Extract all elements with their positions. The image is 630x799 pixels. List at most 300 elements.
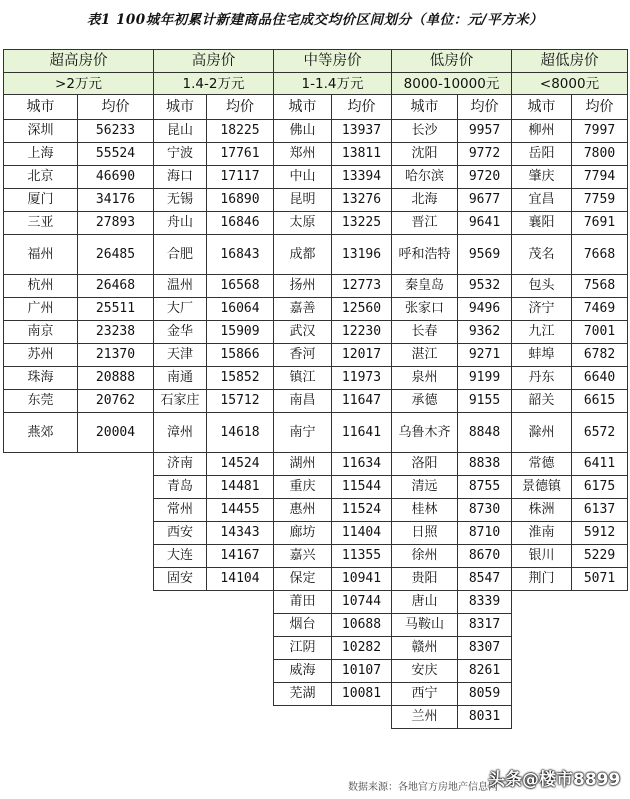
price-cell: 10081 <box>332 683 392 706</box>
city-cell: 成都 <box>274 235 332 275</box>
price-cell: 9957 <box>458 120 512 143</box>
category-name: 低房价 <box>392 50 512 73</box>
column-header-city: 城市 <box>154 95 207 120</box>
table-row <box>4 120 628 143</box>
city-cell: 徐州 <box>392 545 458 568</box>
price-cell: 14104 <box>207 568 274 591</box>
city-cell: 漳州 <box>154 413 207 453</box>
table-row <box>4 235 628 275</box>
empty-cell <box>512 660 572 683</box>
city-cell: 赣州 <box>392 637 458 660</box>
price-cell: 8339 <box>458 591 512 614</box>
city-cell: 哈尔滨 <box>392 166 458 189</box>
price-cell: 23238 <box>78 321 154 344</box>
price-cell: 27893 <box>78 212 154 235</box>
price-cell: 26468 <box>78 275 154 298</box>
price-cell: 8547 <box>458 568 512 591</box>
price-cell: 7691 <box>572 212 628 235</box>
empty-cell <box>207 660 274 683</box>
city-cell: 保定 <box>274 568 332 591</box>
city-cell: 蚌埠 <box>512 344 572 367</box>
price-cell: 9271 <box>458 344 512 367</box>
empty-cell <box>4 683 78 706</box>
price-cell: 15852 <box>207 367 274 390</box>
price-cell: 10744 <box>332 591 392 614</box>
city-cell: 洛阳 <box>392 453 458 476</box>
city-cell: 海口 <box>154 166 207 189</box>
price-cell: 16843 <box>207 235 274 275</box>
city-cell: 嘉善 <box>274 298 332 321</box>
empty-cell <box>207 706 274 729</box>
price-cell: 6640 <box>572 367 628 390</box>
city-cell: 长沙 <box>392 120 458 143</box>
city-cell: 安庆 <box>392 660 458 683</box>
price-cell: 8710 <box>458 522 512 545</box>
empty-cell <box>4 499 78 522</box>
price-cell: 13196 <box>332 235 392 275</box>
city-cell: 常德 <box>512 453 572 476</box>
empty-cell <box>4 660 78 683</box>
category-range: 1-1.4万元 <box>274 73 392 95</box>
price-cell: 7568 <box>572 275 628 298</box>
city-cell: 扬州 <box>274 275 332 298</box>
empty-cell <box>572 637 628 660</box>
table-row <box>4 344 628 367</box>
city-cell: 柳州 <box>512 120 572 143</box>
price-cell: 8670 <box>458 545 512 568</box>
price-cell: 14524 <box>207 453 274 476</box>
header-row-columns <box>4 95 628 120</box>
city-cell: 重庆 <box>274 476 332 499</box>
city-cell: 郑州 <box>274 143 332 166</box>
empty-cell <box>4 637 78 660</box>
table-row <box>4 298 628 321</box>
city-cell: 包头 <box>512 275 572 298</box>
price-cell: 16064 <box>207 298 274 321</box>
table-row <box>4 591 628 614</box>
price-cell: 9720 <box>458 166 512 189</box>
price-cell: 12017 <box>332 344 392 367</box>
column-header-price: 均价 <box>572 95 628 120</box>
price-cell: 11404 <box>332 522 392 545</box>
price-cell: 5229 <box>572 545 628 568</box>
category-name: 中等房价 <box>274 50 392 73</box>
empty-cell <box>332 706 392 729</box>
column-header-city: 城市 <box>392 95 458 120</box>
table-row <box>4 166 628 189</box>
empty-cell <box>572 706 628 729</box>
city-cell: 南通 <box>154 367 207 390</box>
table-row <box>4 212 628 235</box>
city-cell: 滁州 <box>512 413 572 453</box>
empty-cell <box>4 591 78 614</box>
price-cell: 9532 <box>458 275 512 298</box>
city-cell: 镇江 <box>274 367 332 390</box>
city-cell: 福州 <box>4 235 78 275</box>
table-row <box>4 660 628 683</box>
empty-cell <box>274 706 332 729</box>
price-cell: 8317 <box>458 614 512 637</box>
price-cell: 14455 <box>207 499 274 522</box>
empty-cell <box>207 637 274 660</box>
price-cell: 6782 <box>572 344 628 367</box>
empty-cell <box>572 591 628 614</box>
city-cell: 太原 <box>274 212 332 235</box>
price-cell: 9155 <box>458 390 512 413</box>
price-cell: 9199 <box>458 367 512 390</box>
empty-cell <box>207 614 274 637</box>
city-cell: 莆田 <box>274 591 332 614</box>
price-cell: 11355 <box>332 545 392 568</box>
city-cell: 承德 <box>392 390 458 413</box>
city-cell: 南京 <box>4 321 78 344</box>
price-cell: 17117 <box>207 166 274 189</box>
table-title: 表1 100城年初累计新建商品住宅成交均价区间划分（单位：元/平方米） <box>86 12 544 28</box>
empty-cell <box>207 591 274 614</box>
city-cell: 株洲 <box>512 499 572 522</box>
empty-cell <box>154 637 207 660</box>
header-row-category <box>4 50 628 73</box>
city-cell: 淮南 <box>512 522 572 545</box>
price-cell: 12560 <box>332 298 392 321</box>
city-cell: 威海 <box>274 660 332 683</box>
empty-cell <box>4 614 78 637</box>
table-row <box>4 683 628 706</box>
city-cell: 茂名 <box>512 235 572 275</box>
table-row <box>4 545 628 568</box>
city-cell: 佛山 <box>274 120 332 143</box>
price-cell: 8031 <box>458 706 512 729</box>
table-row <box>4 476 628 499</box>
city-cell: 廊坊 <box>274 522 332 545</box>
city-cell: 杭州 <box>4 275 78 298</box>
empty-cell <box>154 660 207 683</box>
price-cell: 11973 <box>332 367 392 390</box>
price-cell: 15866 <box>207 344 274 367</box>
empty-cell <box>78 522 154 545</box>
city-cell: 厦门 <box>4 189 78 212</box>
city-cell: 大厂 <box>154 298 207 321</box>
price-cell: 13937 <box>332 120 392 143</box>
city-cell: 西宁 <box>392 683 458 706</box>
city-cell: 长春 <box>392 321 458 344</box>
price-cell: 9677 <box>458 189 512 212</box>
column-header-city: 城市 <box>512 95 572 120</box>
price-cell: 8730 <box>458 499 512 522</box>
column-header-city: 城市 <box>4 95 78 120</box>
price-cell: 5912 <box>572 522 628 545</box>
table-row <box>4 143 628 166</box>
city-cell: 贵阳 <box>392 568 458 591</box>
city-cell: 沈阳 <box>392 143 458 166</box>
price-cell: 10941 <box>332 568 392 591</box>
category-range: <8000元 <box>512 73 628 95</box>
table-row <box>4 453 628 476</box>
city-cell: 上海 <box>4 143 78 166</box>
empty-cell <box>572 614 628 637</box>
empty-cell <box>4 568 78 591</box>
city-cell: 桂林 <box>392 499 458 522</box>
city-cell: 南昌 <box>274 390 332 413</box>
category-name: 超高房价 <box>4 50 154 73</box>
table-row <box>4 499 628 522</box>
city-cell: 湖州 <box>274 453 332 476</box>
table-row <box>4 413 628 453</box>
price-cell: 14343 <box>207 522 274 545</box>
city-cell: 青岛 <box>154 476 207 499</box>
price-cell: 11641 <box>332 413 392 453</box>
table-row <box>4 275 628 298</box>
city-cell: 燕郊 <box>4 413 78 453</box>
price-cell: 6572 <box>572 413 628 453</box>
city-cell: 襄阳 <box>512 212 572 235</box>
city-cell: 荆门 <box>512 568 572 591</box>
city-cell: 宜昌 <box>512 189 572 212</box>
table-row <box>4 614 628 637</box>
price-cell: 8307 <box>458 637 512 660</box>
city-cell: 银川 <box>512 545 572 568</box>
price-cell: 6411 <box>572 453 628 476</box>
city-cell: 天津 <box>154 344 207 367</box>
column-header-price: 均价 <box>458 95 512 120</box>
price-cell: 16890 <box>207 189 274 212</box>
price-cell: 12230 <box>332 321 392 344</box>
price-cell: 9496 <box>458 298 512 321</box>
price-cell: 9641 <box>458 212 512 235</box>
price-cell: 7001 <box>572 321 628 344</box>
city-cell: 呼和浩特 <box>392 235 458 275</box>
city-cell: 常州 <box>154 499 207 522</box>
table-row <box>4 568 628 591</box>
price-cell: 7759 <box>572 189 628 212</box>
empty-cell <box>512 591 572 614</box>
city-cell: 苏州 <box>4 344 78 367</box>
price-cell: 34176 <box>78 189 154 212</box>
price-table <box>3 49 628 729</box>
table-row <box>4 706 628 729</box>
empty-cell <box>78 545 154 568</box>
city-cell: 泉州 <box>392 367 458 390</box>
empty-cell <box>512 683 572 706</box>
city-cell: 西安 <box>154 522 207 545</box>
price-cell: 7997 <box>572 120 628 143</box>
city-cell: 嘉兴 <box>274 545 332 568</box>
city-cell: 北京 <box>4 166 78 189</box>
empty-cell <box>78 637 154 660</box>
price-cell: 13276 <box>332 189 392 212</box>
city-cell: 岳阳 <box>512 143 572 166</box>
city-cell: 固安 <box>154 568 207 591</box>
empty-cell <box>154 591 207 614</box>
empty-cell <box>154 614 207 637</box>
city-cell: 乌鲁木齐 <box>392 413 458 453</box>
empty-cell <box>78 568 154 591</box>
price-cell: 11524 <box>332 499 392 522</box>
price-cell: 20888 <box>78 367 154 390</box>
empty-cell <box>512 637 572 660</box>
empty-cell <box>154 706 207 729</box>
city-cell: 宁波 <box>154 143 207 166</box>
price-cell: 18225 <box>207 120 274 143</box>
price-cell: 26485 <box>78 235 154 275</box>
city-cell: 无锡 <box>154 189 207 212</box>
empty-cell <box>4 453 78 476</box>
city-cell: 清远 <box>392 476 458 499</box>
empty-cell <box>207 683 274 706</box>
column-header-price: 均价 <box>207 95 274 120</box>
city-cell: 芜湖 <box>274 683 332 706</box>
table-row <box>4 321 628 344</box>
city-cell: 深圳 <box>4 120 78 143</box>
price-cell: 8848 <box>458 413 512 453</box>
city-cell: 昆山 <box>154 120 207 143</box>
price-cell: 7800 <box>572 143 628 166</box>
empty-cell <box>154 683 207 706</box>
category-name: 超低房价 <box>512 50 628 73</box>
city-cell: 马鞍山 <box>392 614 458 637</box>
price-cell: 12773 <box>332 275 392 298</box>
city-cell: 珠海 <box>4 367 78 390</box>
price-cell: 14167 <box>207 545 274 568</box>
price-cell: 25511 <box>78 298 154 321</box>
price-cell: 6175 <box>572 476 628 499</box>
header-row-range <box>4 73 628 95</box>
table-row <box>4 390 628 413</box>
price-cell: 14618 <box>207 413 274 453</box>
city-cell: 东莞 <box>4 390 78 413</box>
price-cell: 10688 <box>332 614 392 637</box>
city-cell: 韶关 <box>512 390 572 413</box>
price-cell: 15712 <box>207 390 274 413</box>
table-row <box>4 637 628 660</box>
empty-cell <box>572 683 628 706</box>
city-cell: 舟山 <box>154 212 207 235</box>
price-cell: 56233 <box>78 120 154 143</box>
category-range: 1.4-2万元 <box>154 73 274 95</box>
price-cell: 6615 <box>572 390 628 413</box>
table-row <box>4 522 628 545</box>
price-cell: 55524 <box>78 143 154 166</box>
city-cell: 肇庆 <box>512 166 572 189</box>
column-header-price: 均价 <box>78 95 154 120</box>
price-cell: 8838 <box>458 453 512 476</box>
city-cell: 济南 <box>154 453 207 476</box>
empty-cell <box>78 614 154 637</box>
city-cell: 晋江 <box>392 212 458 235</box>
city-cell: 景德镇 <box>512 476 572 499</box>
city-cell: 三亚 <box>4 212 78 235</box>
city-cell: 唐山 <box>392 591 458 614</box>
empty-cell <box>78 660 154 683</box>
city-cell: 石家庄 <box>154 390 207 413</box>
empty-cell <box>572 660 628 683</box>
price-cell: 46690 <box>78 166 154 189</box>
price-cell: 20762 <box>78 390 154 413</box>
empty-cell <box>4 476 78 499</box>
price-cell: 11647 <box>332 390 392 413</box>
table-row <box>4 367 628 390</box>
empty-cell <box>78 683 154 706</box>
table-row <box>4 189 628 212</box>
city-cell: 南宁 <box>274 413 332 453</box>
category-range: >2万元 <box>4 73 154 95</box>
empty-cell <box>4 545 78 568</box>
price-cell: 14481 <box>207 476 274 499</box>
price-cell: 15909 <box>207 321 274 344</box>
category-range: 8000-10000元 <box>392 73 512 95</box>
city-cell: 兰州 <box>392 706 458 729</box>
price-cell: 9772 <box>458 143 512 166</box>
city-cell: 烟台 <box>274 614 332 637</box>
price-cell: 13225 <box>332 212 392 235</box>
price-cell: 7668 <box>572 235 628 275</box>
city-cell: 江阴 <box>274 637 332 660</box>
city-cell: 北海 <box>392 189 458 212</box>
price-cell: 21370 <box>78 344 154 367</box>
price-cell: 6137 <box>572 499 628 522</box>
category-name: 高房价 <box>154 50 274 73</box>
city-cell: 广州 <box>4 298 78 321</box>
empty-cell <box>512 614 572 637</box>
empty-cell <box>78 476 154 499</box>
city-cell: 秦皇岛 <box>392 275 458 298</box>
empty-cell <box>4 706 78 729</box>
city-cell: 日照 <box>392 522 458 545</box>
price-cell: 11634 <box>332 453 392 476</box>
city-cell: 惠州 <box>274 499 332 522</box>
city-cell: 中山 <box>274 166 332 189</box>
price-cell: 11544 <box>332 476 392 499</box>
city-cell: 湛江 <box>392 344 458 367</box>
price-cell: 8755 <box>458 476 512 499</box>
city-cell: 合肥 <box>154 235 207 275</box>
city-cell: 张家口 <box>392 298 458 321</box>
city-cell: 金华 <box>154 321 207 344</box>
city-cell: 昆明 <box>274 189 332 212</box>
price-cell: 13394 <box>332 166 392 189</box>
price-cell: 10107 <box>332 660 392 683</box>
price-cell: 7794 <box>572 166 628 189</box>
price-cell: 9569 <box>458 235 512 275</box>
price-cell: 10282 <box>332 637 392 660</box>
watermark: 头条@楼市8899 <box>488 770 621 790</box>
price-cell: 5071 <box>572 568 628 591</box>
price-cell: 8059 <box>458 683 512 706</box>
price-cell: 8261 <box>458 660 512 683</box>
city-cell: 大连 <box>154 545 207 568</box>
column-header-city: 城市 <box>274 95 332 120</box>
price-cell: 9362 <box>458 321 512 344</box>
price-cell: 7469 <box>572 298 628 321</box>
empty-cell <box>78 706 154 729</box>
empty-cell <box>78 453 154 476</box>
city-cell: 丹东 <box>512 367 572 390</box>
price-cell: 13811 <box>332 143 392 166</box>
price-cell: 16568 <box>207 275 274 298</box>
price-cell: 17761 <box>207 143 274 166</box>
price-cell: 16846 <box>207 212 274 235</box>
city-cell: 香河 <box>274 344 332 367</box>
price-cell: 20004 <box>78 413 154 453</box>
empty-cell <box>512 706 572 729</box>
empty-cell <box>78 591 154 614</box>
city-cell: 济宁 <box>512 298 572 321</box>
city-cell: 武汉 <box>274 321 332 344</box>
empty-cell <box>4 522 78 545</box>
city-cell: 九江 <box>512 321 572 344</box>
empty-cell <box>78 499 154 522</box>
city-cell: 温州 <box>154 275 207 298</box>
